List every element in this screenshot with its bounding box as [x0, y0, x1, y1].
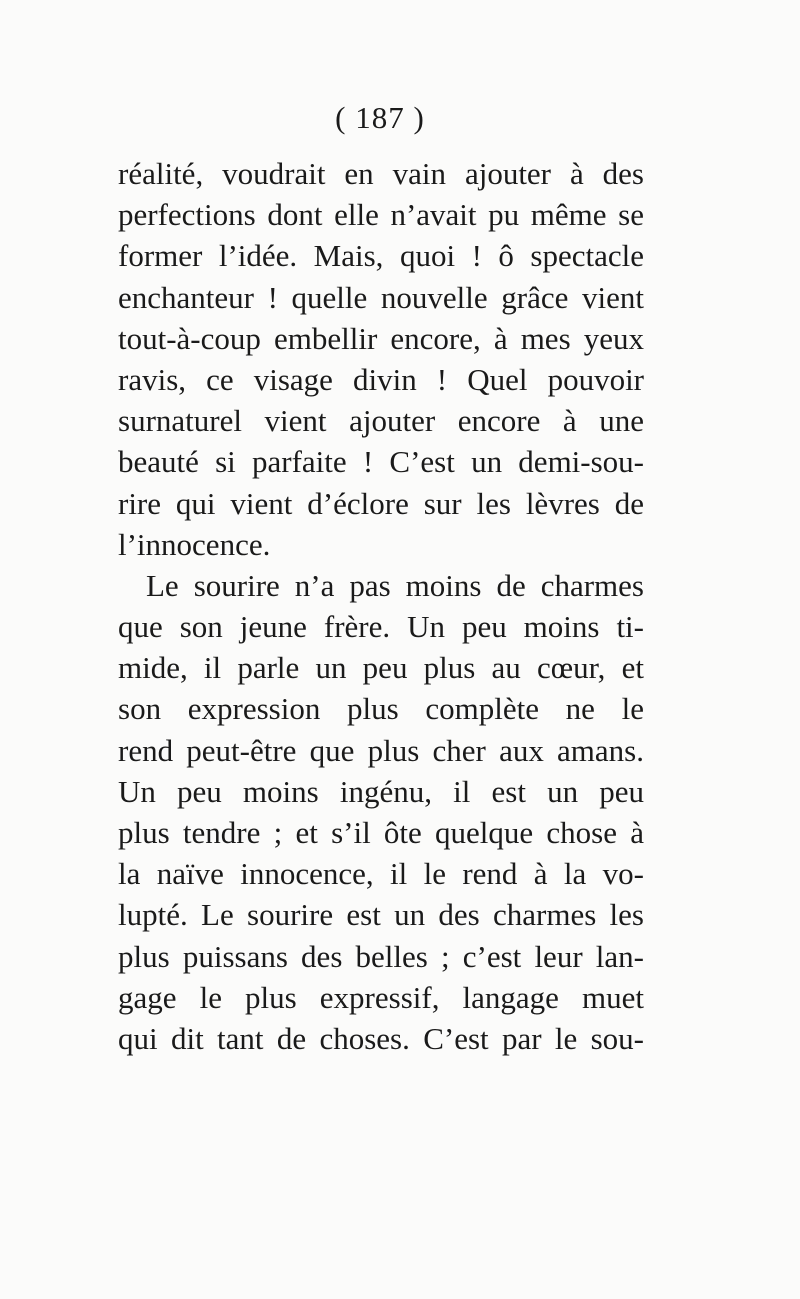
text-line: réalité, voudrait en vain ajouter à des [118, 156, 644, 191]
text-line: gage le plus expressif, langage muet [118, 979, 644, 1015]
text-line: rend peut-être que plus cher aux amans. [118, 732, 644, 768]
text-line: la naïve innocence, il le rend à la vo- [118, 856, 644, 892]
text-line: rire qui vient d’éclore sur les lèvres de [118, 485, 644, 521]
paragraph-1 [118, 153, 644, 565]
text-line: enchanteur ! quelle nouvelle grâce vient [118, 279, 644, 315]
text-line: son expression plus complète ne le [118, 691, 644, 727]
text-line: l’innocence. [118, 526, 271, 562]
text-line: plus tendre ; et s’il ôte quelque chose à [118, 815, 644, 850]
body-text [118, 153, 644, 1059]
text-line: qui dit tant de choses. C’est par le sou- [118, 1020, 644, 1056]
text-line: que son jeune frère. Un peu moins ti- [118, 609, 644, 645]
text-line: surnaturel vient ajouter encore à une [118, 403, 644, 439]
paragraph-2 [118, 565, 644, 1059]
text-line: ravis, ce visage divin ! Quel pouvoir [118, 361, 644, 397]
text-line: tout-à-coup embellir encore, à mes yeux [118, 320, 644, 356]
text-line: perfections dont elle n’avait pu même se [118, 197, 644, 233]
page-number: ( 187 ) [335, 100, 425, 135]
text-line: lupté. Le sourire est un des charmes les [118, 897, 644, 933]
text-line: Le sourire n’a pas moins de charmes [146, 567, 644, 603]
text-line: Un peu moins ingénu, il est un peu [118, 773, 644, 809]
text-line: former l’idée. Mais, quoi ! ô spectacle [118, 238, 644, 274]
text-line: plus puissans des belles ; c’est leur lan- [118, 938, 644, 974]
text-line: mide, il parle un peu plus au cœur, et [118, 650, 644, 686]
text-line: beauté si parfaite ! C’est un demi-sou- [118, 444, 644, 480]
